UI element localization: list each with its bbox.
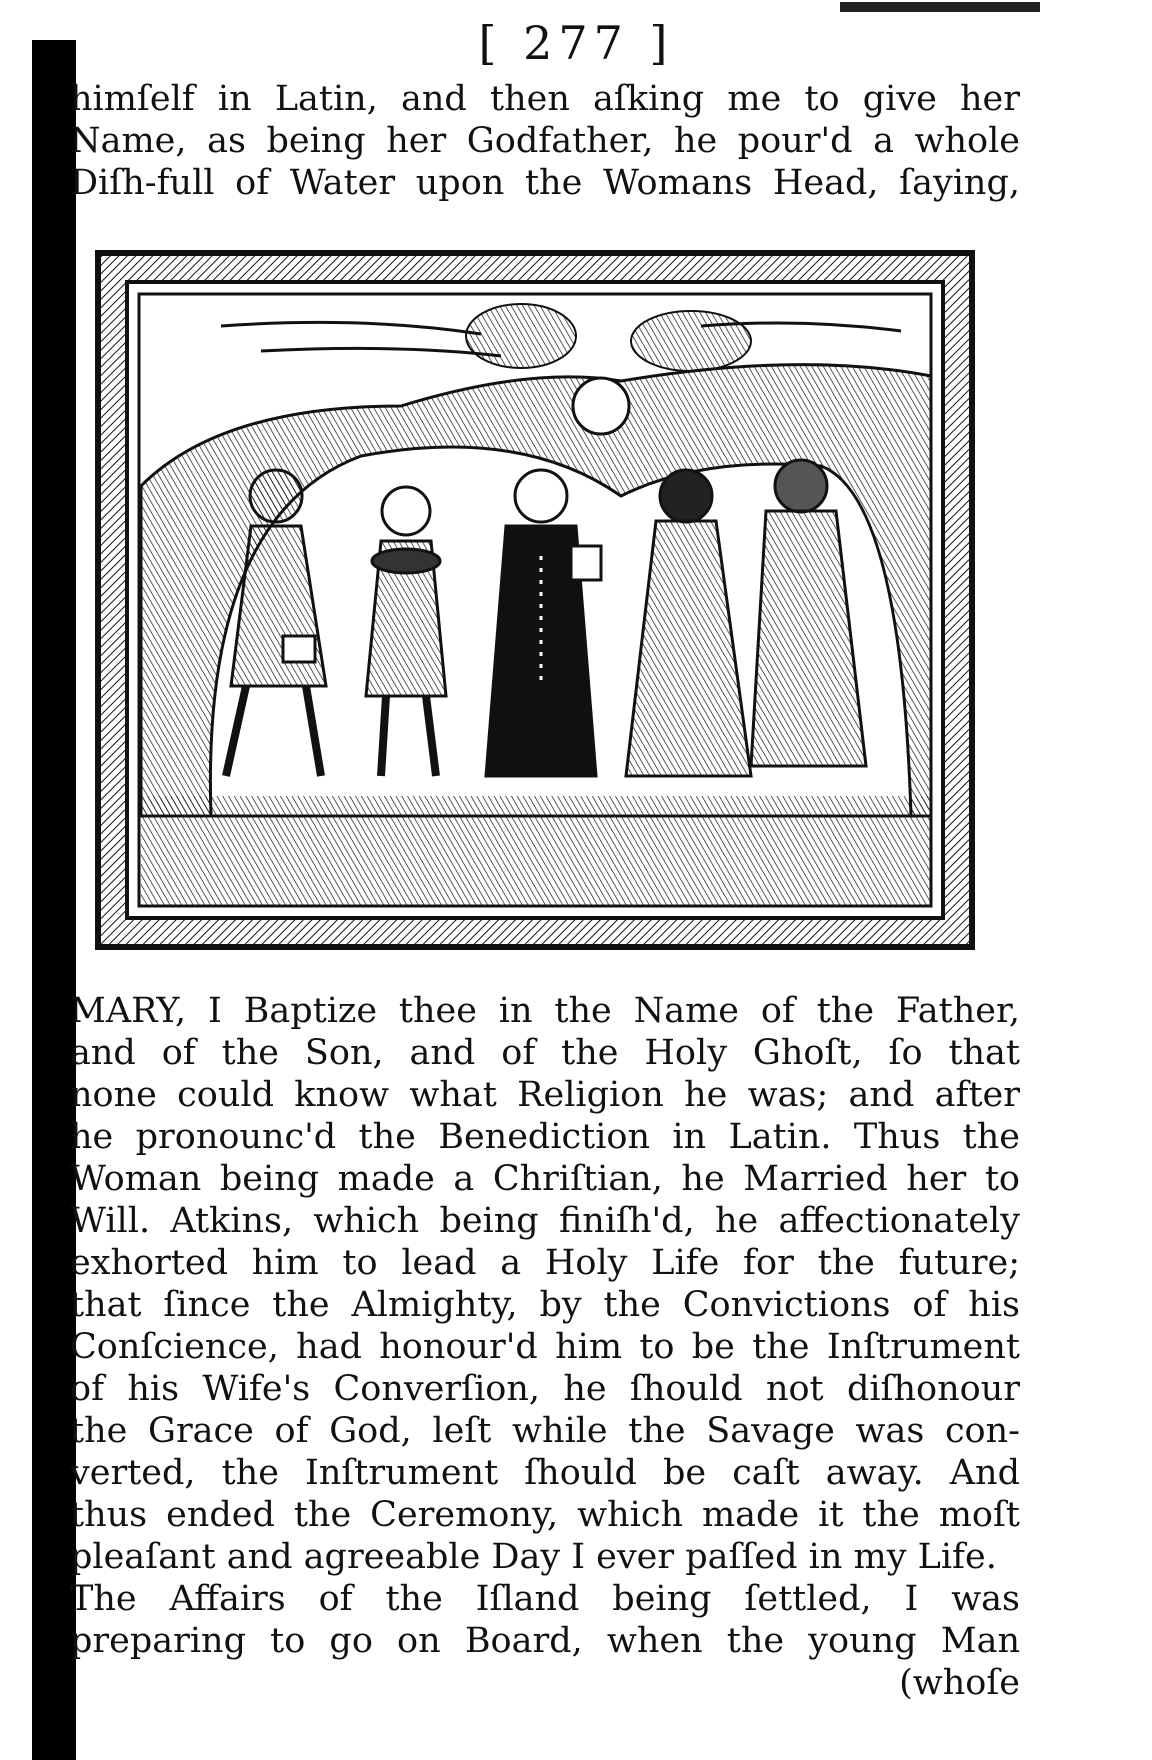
text-line: thus ended the Ceremony, which made it the moſt — [70, 1495, 1020, 1535]
page-number: [ 277 ] — [478, 16, 674, 70]
text-line: himſelf in Latin, and then aſking me to give her — [70, 79, 1020, 119]
text-line: Woman being made a Chriſtian, he Married her to — [70, 1159, 1020, 1199]
top-paragraph — [70, 78, 1020, 204]
bottom-paragraph — [70, 990, 1020, 1704]
text-line: Conſcience, had honour'd him to be the Inſtrument — [70, 1327, 1020, 1367]
text-line: the Grace of God, leſt while the Savage was con- — [70, 1411, 1020, 1451]
text-line: Will. Atkins, which being finiſh'd, he affectionately — [70, 1201, 1020, 1241]
text-line: The Affairs of the Iſland being ſettled, I was — [70, 1579, 1020, 1619]
text-line: and of the Son, and of the Holy Ghoſt, ſo that — [70, 1033, 1020, 1073]
text-line: exhorted him to lead a Holy Life for the future; — [70, 1243, 1020, 1283]
catchword: (whoſe — [899, 1663, 1020, 1703]
text-line: Diſh-full of Water upon the Womans Head, ſaying, — [70, 163, 1020, 203]
text-line: of his Wife's Converſion, he ſhould not diſhonour — [70, 1369, 1020, 1409]
top-edge-rule — [840, 2, 1040, 12]
woodcut-baptism-scene-icon — [101, 256, 969, 944]
text-line: he pronounc'd the Benediction in Latin. Thus the — [70, 1117, 1020, 1157]
text-line: pleaſant and agreeable Day I ever paſſed in my Life. — [70, 1537, 997, 1577]
text-line: preparing to go on Board, when the young Man — [70, 1621, 1020, 1661]
text-line: that ſince the Almighty, by the Convictions of his — [70, 1285, 1020, 1325]
text-line: MARY, I Baptize thee in the Name of the Father, — [70, 991, 1020, 1031]
text-line: verted, the Inſtrument ſhould be caſt away. And — [70, 1453, 1020, 1493]
text-line: none could know what Religion he was; and after — [70, 1075, 1020, 1115]
woodcut-illustration — [95, 250, 975, 950]
text-line: Name, as being her Godfather, he pour'd a whole — [70, 121, 1020, 161]
